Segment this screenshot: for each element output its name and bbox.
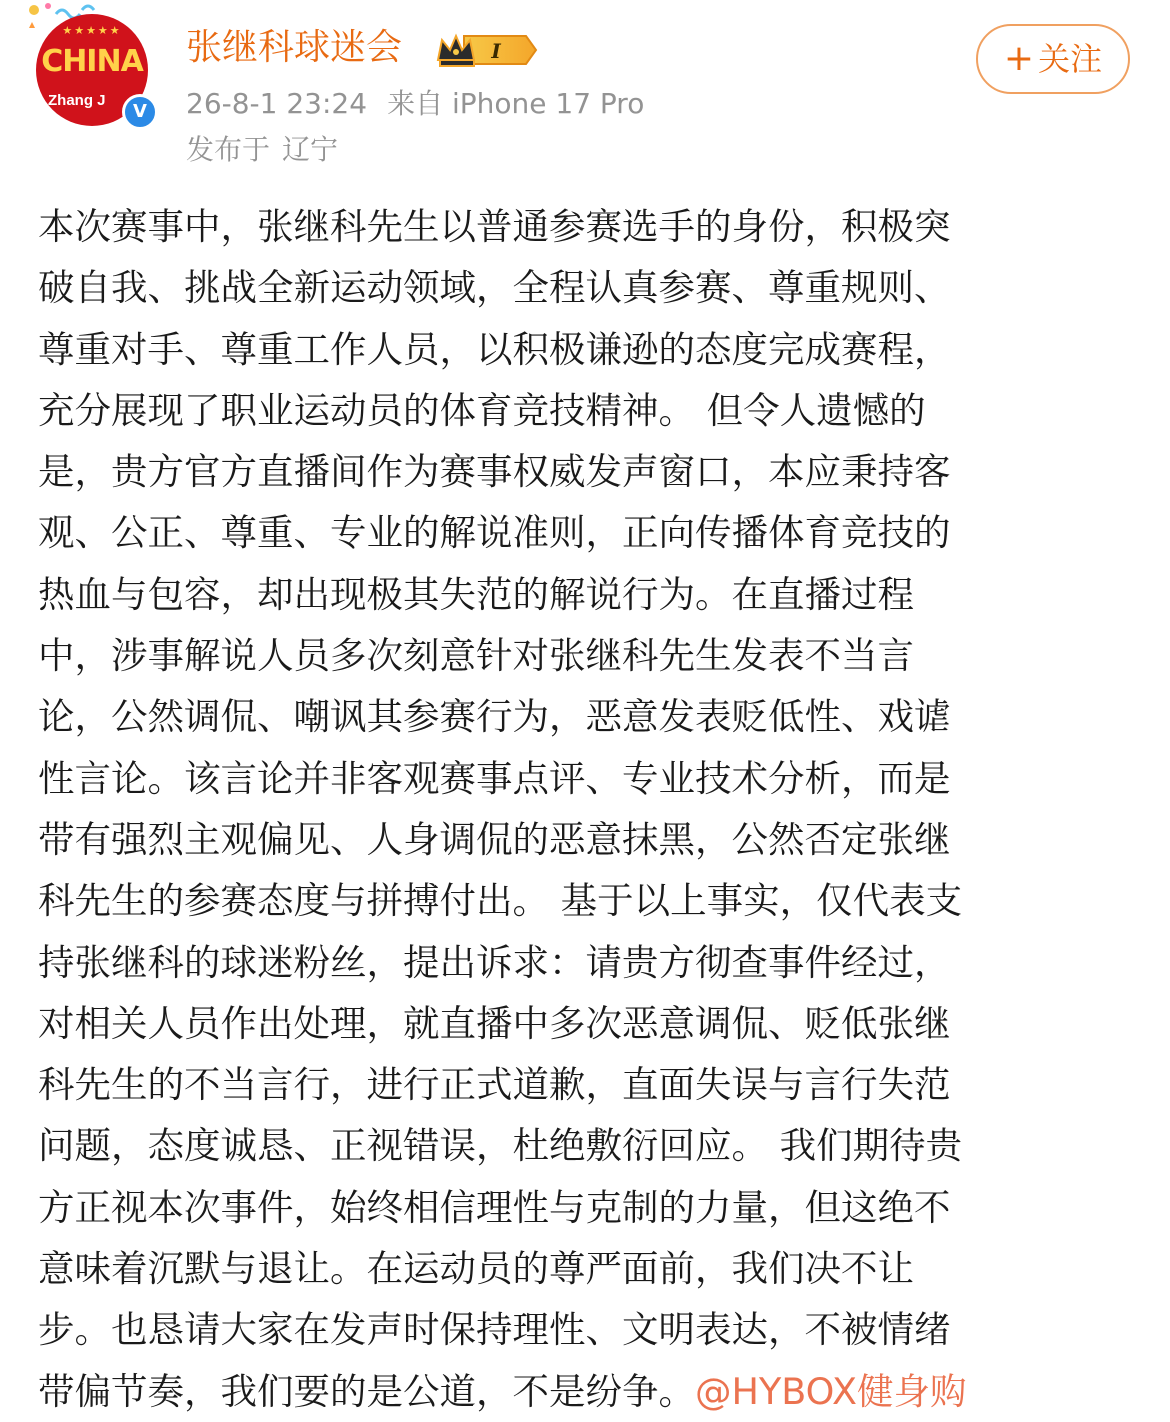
follow-label: 关注	[1038, 40, 1103, 78]
post-line: 方正视本次事件，始终相信理性与克制的力量，但这绝不	[38, 1185, 951, 1229]
post-line: 本次赛事中，张继科先生以普通参赛选手的身份，积极突	[38, 205, 951, 248]
verified-icon: V	[122, 94, 158, 130]
post-line: 是，贵方官方直播间作为赛事权威发声窗口，本应秉持客	[38, 450, 951, 494]
post-line: 中，涉事解说人员多次刻意针对张继科先生发表不当言	[38, 634, 914, 678]
post-line: 科先生的不当言行，进行正式道歉，直面失误与言行失范	[38, 1063, 951, 1107]
post-line: 科先生的参赛态度与拼搏付出。 基于以上事实，仅代表支	[38, 879, 963, 923]
post-line: 论，公然调侃、嘲讽其参赛行为，恶意发表贬低性、戏谑	[38, 695, 951, 739]
location-value: 辽宁	[282, 133, 339, 166]
avatar[interactable]	[32, 6, 156, 130]
post-body	[38, 196, 1132, 1413]
post-line: 尊重对手、尊重工作人员，以积极谦逊的态度完成赛程，	[38, 327, 951, 371]
post-line: 意味着沉默与退让。在运动员的尊严面前，我们决不让	[38, 1247, 914, 1291]
post-line: 问题，态度诚恳、正视错误，杜绝敷衍回应。 我们期待贵	[38, 1124, 963, 1168]
post-meta	[186, 84, 644, 124]
mention-link[interactable]: @HYBOX健身购	[695, 1369, 967, 1413]
post-line: 观、公正、尊重、专业的解说准则，正向传播体育竞技的	[38, 511, 951, 555]
post-line: 带有强烈主观偏见、人身调侃的恶意抹黑，公然否定张继	[38, 817, 951, 861]
badge-level-text: I	[491, 39, 501, 63]
post-line: 破自我、挑战全新运动领域，全程认真参赛、尊重规则、	[38, 266, 951, 310]
post-line: 热血与包容，却出现极其失范的解说行为。在直播过程	[38, 572, 914, 616]
member-crown-badge-icon[interactable]	[434, 30, 538, 70]
username[interactable]: 张继科球迷会	[186, 27, 403, 68]
avatar-text-china: CHINA	[41, 44, 143, 79]
post-source: 来自 iPhone 17 Pro	[387, 87, 645, 120]
avatar-text-name: Zhang J	[48, 92, 106, 109]
post-line: 对相关人员作出处理，就直播中多次恶意调侃、贬低张继	[38, 1001, 951, 1045]
post-header	[0, 0, 1170, 180]
follow-button[interactable]	[976, 24, 1130, 94]
location-prefix: 发布于	[186, 133, 271, 166]
post-timestamp: 26-8-1 23:24	[186, 87, 368, 120]
avatar-stars: ★★★★★	[62, 24, 122, 37]
post-line: 性言论。该言论并非客观赛事点评、专业技术分析，而是	[38, 756, 951, 800]
post-line: 持张继科的球迷粉丝，提出诉求：请贵方彻查事件经过，	[38, 940, 951, 984]
post-line: 步。也恳请大家在发声时保持理性、文明表达，不被情绪	[38, 1308, 951, 1352]
post-line: 充分展现了职业运动员的体育竞技精神。 但令人遗憾的	[38, 388, 926, 432]
post-location	[186, 130, 338, 170]
plus-icon: +	[1003, 38, 1035, 79]
post-line-last	[38, 1361, 1132, 1422]
post-last-text: 带偏节奏，我们要的是公道，不是纷争。	[38, 1369, 695, 1413]
